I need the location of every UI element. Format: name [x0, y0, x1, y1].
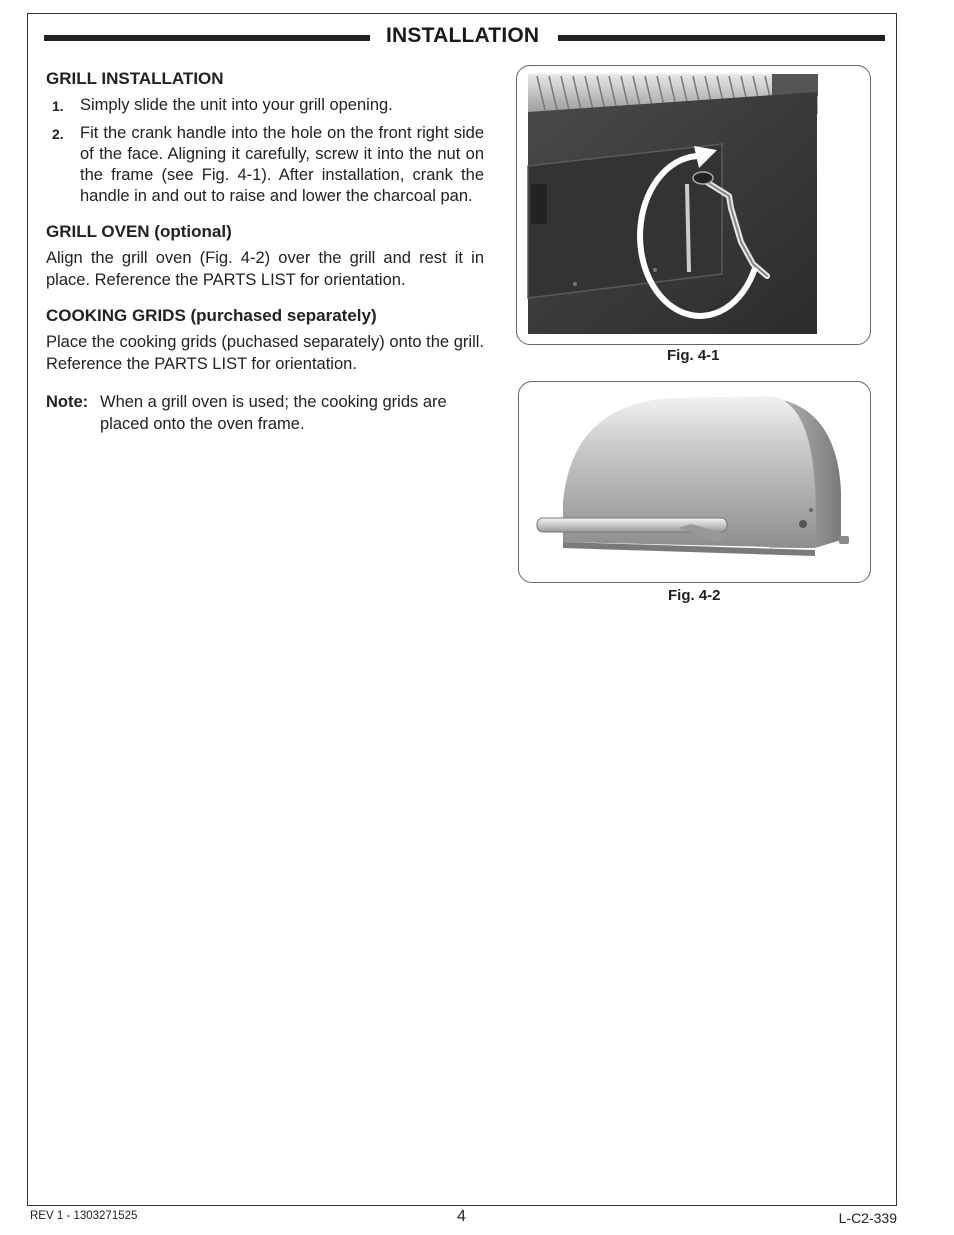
note-label: Note: [46, 393, 89, 411]
installation-steps [46, 95, 484, 207]
grill-oven-text: Align the grill oven (Fig. 4-2) over the grill and rest it in place. Reference the PARTS LIST for orientation. [46, 249, 484, 289]
grill-crank-handle-illustration-icon [517, 66, 870, 344]
step-number: 1. [52, 98, 64, 114]
section-header [44, 24, 885, 52]
step-text: Simply slide the unit into your grill opening. [80, 96, 393, 114]
footer-doc-code: L-C2-339 [838, 1210, 897, 1226]
list-item [46, 95, 484, 117]
header-rule-left [44, 35, 370, 41]
heading-cooking-grids: COOKING GRIDS (purchased separately) [46, 306, 377, 325]
heading-grill-installation: GRILL INSTALLATION [46, 69, 224, 88]
text-column [46, 68, 484, 435]
footer-revision: REV 1 - 1303271525 [30, 1210, 138, 1222]
note [46, 391, 484, 435]
step-number: 2. [52, 126, 64, 142]
list-item [46, 123, 484, 207]
heading-grill-oven: GRILL OVEN (optional) [46, 222, 232, 241]
note-text: When a grill oven is used; the cooking grids are placed onto the oven frame. [100, 393, 447, 433]
figure-4-2 [518, 381, 871, 583]
figure-caption: Fig. 4-2 [668, 587, 721, 604]
header-rule-right [558, 35, 885, 41]
figure-caption: Fig. 4-1 [667, 347, 720, 364]
page-number: 4 [457, 1208, 466, 1225]
step-text: Fit the crank handle into the hole on the front right side of the face. Aligning it carefully, screw it into the nut on the frame (see Fig. 4-1). After installation, crank the handle in and out to raise and lower the charcoal pan. [80, 124, 484, 205]
cooking-grids-text: Place the cooking grids (puchased separately) onto the grill. Reference the PARTS LIST for orientation. [46, 333, 484, 373]
figure-4-1 [516, 65, 871, 345]
grill-oven-illustration-icon [519, 382, 870, 582]
page-title: INSTALLATION [386, 24, 540, 47]
